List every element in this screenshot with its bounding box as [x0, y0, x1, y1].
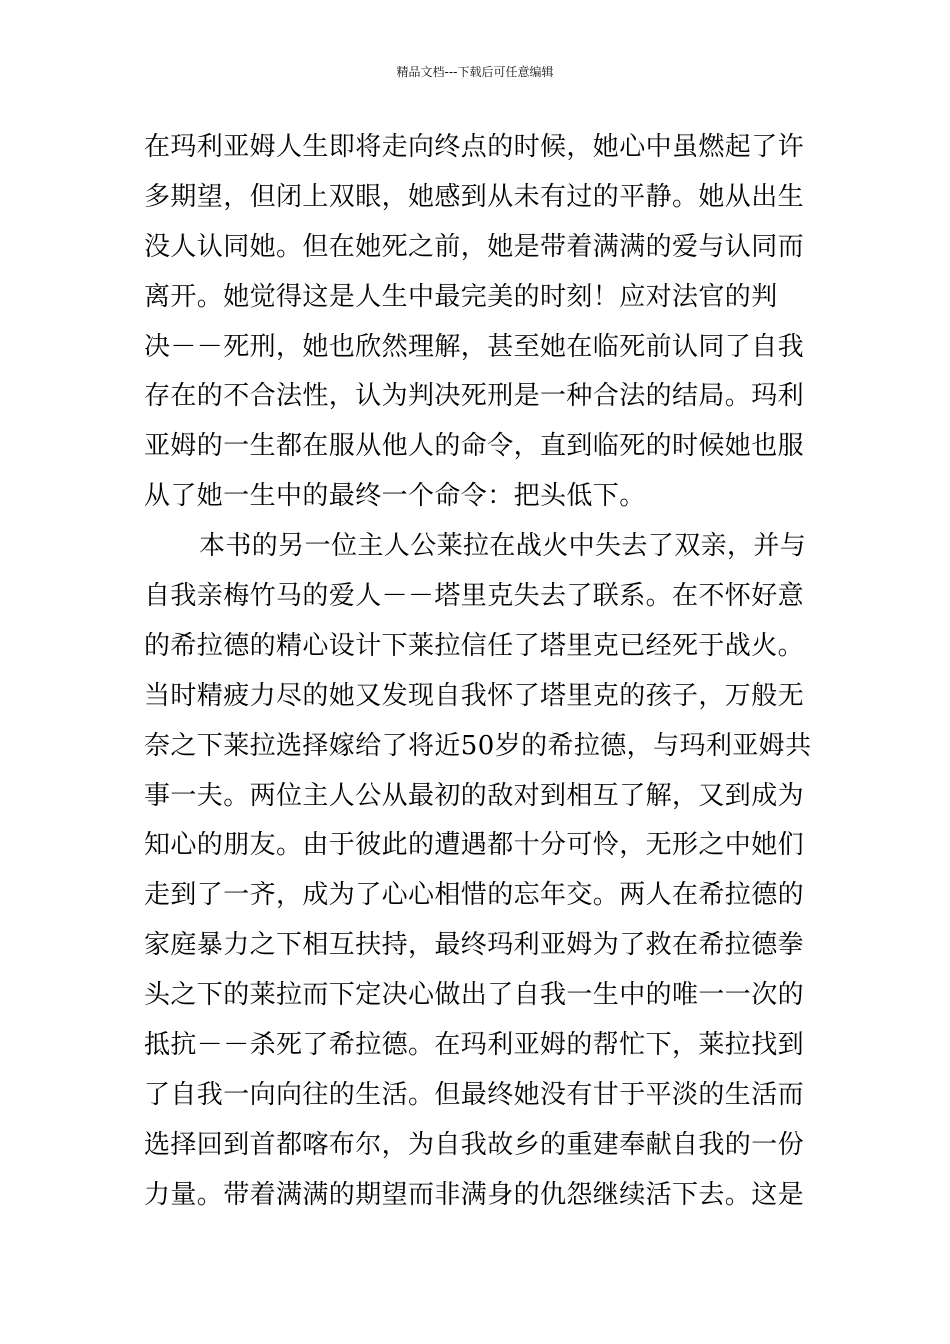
text-line: 力量。带着满满的期望而非满身的仇怨继续活下去。这是 — [144, 1179, 805, 1210]
text-line: 家庭暴力之下相互扶持，最终玛利亚姆为了救在希拉德拳 — [144, 930, 805, 961]
text-line: 存在的不合法性，认为判决死刑是一种合法的结局。玛利 — [144, 381, 805, 412]
text-line: 在玛利亚姆人生即将走向终点的时候，她心中虽燃起了许 — [144, 132, 805, 162]
text-line: 离开。她觉得这是人生中最完美的时刻！应对法官的判 — [144, 281, 778, 312]
text-line: 当时精疲力尽的她又发现自我怀了塔里克的孩子，万般无 — [144, 680, 805, 711]
text-line: 多期望，但闭上双眼，她感到从未有过的平静。她从出生 — [144, 181, 805, 212]
body-text — [144, 123, 812, 1221]
text-line: 走到了一齐，成为了心心相惜的忘年交。两人在希拉德的 — [144, 880, 805, 911]
text-line: 亚姆的一生都在服从他人的命令，直到临死的时候她也服 — [144, 431, 805, 462]
text-line: 自我亲梅竹马的爱人－－塔里克失去了联系。在不怀好意 — [144, 581, 805, 612]
text-line: 知心的朋友。由于彼此的遭遇都十分可怜，无形之中她们 — [144, 830, 805, 861]
text-line: 事一夫。两位主人公从最初的敌对到相互了解，又到成为 — [144, 780, 805, 811]
text-line: 没人认同她。但在她死之前，她是带着满满的爱与认同而 — [144, 231, 805, 262]
text-line: 选择回到首都喀布尔，为自我故乡的重建奉献自我的一份 — [144, 1129, 805, 1160]
text-line: 的希拉德的精心设计下莱拉信任了塔里克已经死于战火。 — [144, 630, 805, 661]
text-line: 决－－死刑，她也欣然理解，甚至她在临死前认同了自我 — [144, 331, 805, 362]
paragraph-first-line: 本书的另一位主人公莱拉在战火中失去了双亲，并与 — [199, 531, 807, 562]
text-line: 头之下的莱拉而下定决心做出了自我一生中的唯一一次的 — [144, 980, 805, 1011]
page-header: 精品文档---下载后可任意编辑 — [396, 65, 554, 79]
text-line: 了自我一向向往的生活。但最终她没有甘于平淡的生活而 — [144, 1079, 805, 1110]
text-line: 奈之下莱拉选择嫁给了将近50岁的希拉德，与玛利亚姆共 — [144, 730, 812, 761]
text-line: 从了她一生中的最终一个命令：把头低下。 — [144, 481, 646, 512]
text-line: 抵抗－－杀死了希拉德。在玛利亚姆的帮忙下，莱拉找到 — [144, 1030, 805, 1061]
